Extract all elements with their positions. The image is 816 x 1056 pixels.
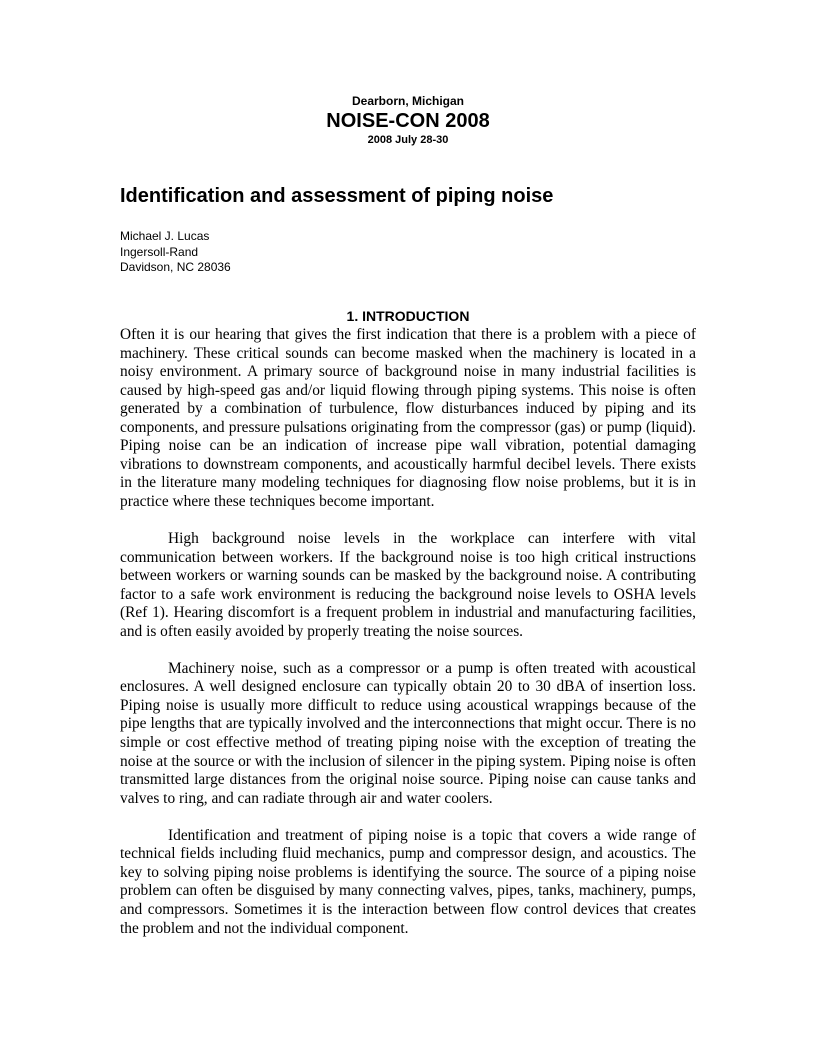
author-affiliation: Ingersoll-Rand <box>120 244 199 259</box>
body-paragraph: Machinery noise, such as a compressor or a pump is often treated with acoustical enclosures. A well designed enclosure can typically obtain 20 to 30 dBA of insertion loss. Piping noise is usually more difficult to reduce using acoustical wrappings because of the pipe lengths that are typically involved and the interconnections that might occur. There is no simple or cost effective method of treating piping noise with the exception of treating the noise at the source or with the inclusion of silencer in the piping system. Piping noise is often transmitted large distances from the original noise source. Piping noise can cause tanks and valves to ring, and can radiate through air and water coolers. <box>120 659 696 807</box>
body-paragraph: Identification and treatment of piping noise is a topic that covers a wide range of technical fields including fluid mechanics, pump and compressor design, and acoustics. The key to solving piping noise problems is identifying the source. The source of a piping noise problem can often be disguised by many connecting valves, pipes, tanks, machinery, pumps, and compressors. Sometimes it is the interaction between flow control devices that creates the problem and not the individual component. <box>120 826 696 937</box>
author-address: Davidson, NC 28036 <box>120 260 231 274</box>
section-body-introduction <box>120 326 696 957</box>
body-paragraph: High background noise levels in the workplace can interfere with vital communication between workers. If the background noise is too high critical instructions between workers or warning sounds can be masked by the background noise. A contributing factor to a safe work environment is reducing the background noise levels to OSHA levels (Ref 1). Hearing discomfort is a frequent problem in industrial and manufacturing facilities, and is often easily avoided by properly treating the noise sources. <box>120 530 696 640</box>
paper-title: Identification and assessment of piping noise <box>120 185 554 207</box>
conference-name: NOISE-CON 2008 <box>326 110 490 132</box>
author-name: Michael J. Lucas <box>120 229 210 243</box>
conference-header <box>0 94 816 147</box>
body-paragraph: Often it is our hearing that gives the first indication that there is a problem with a piece of machinery. These critical sounds can become masked when the machinery is located in a noisy environment. A primary source of background noise in many industrial facilities is caused by high-speed gas and/or liquid flowing through piping systems. This noise is often generated by a combination of turbulence, flow disturbances induced by piping and its components, and pressure pulsations originating from the compressor (gas) or pump (liquid). Piping noise can be an indication of increase pipe wall vibration, potential damaging vibrations to downstream components, and acoustically harmful decibel levels. There exists in the literature many modeling techniques for diagnosing flow noise problems, but it is in practice where these techniques become important. <box>120 326 696 510</box>
section-heading-introduction: 1. INTRODUCTION <box>346 308 470 324</box>
conference-dates: 2008 July 28-30 <box>367 134 449 146</box>
conference-location: Dearborn, Michigan <box>351 94 464 108</box>
author-block <box>120 229 696 276</box>
